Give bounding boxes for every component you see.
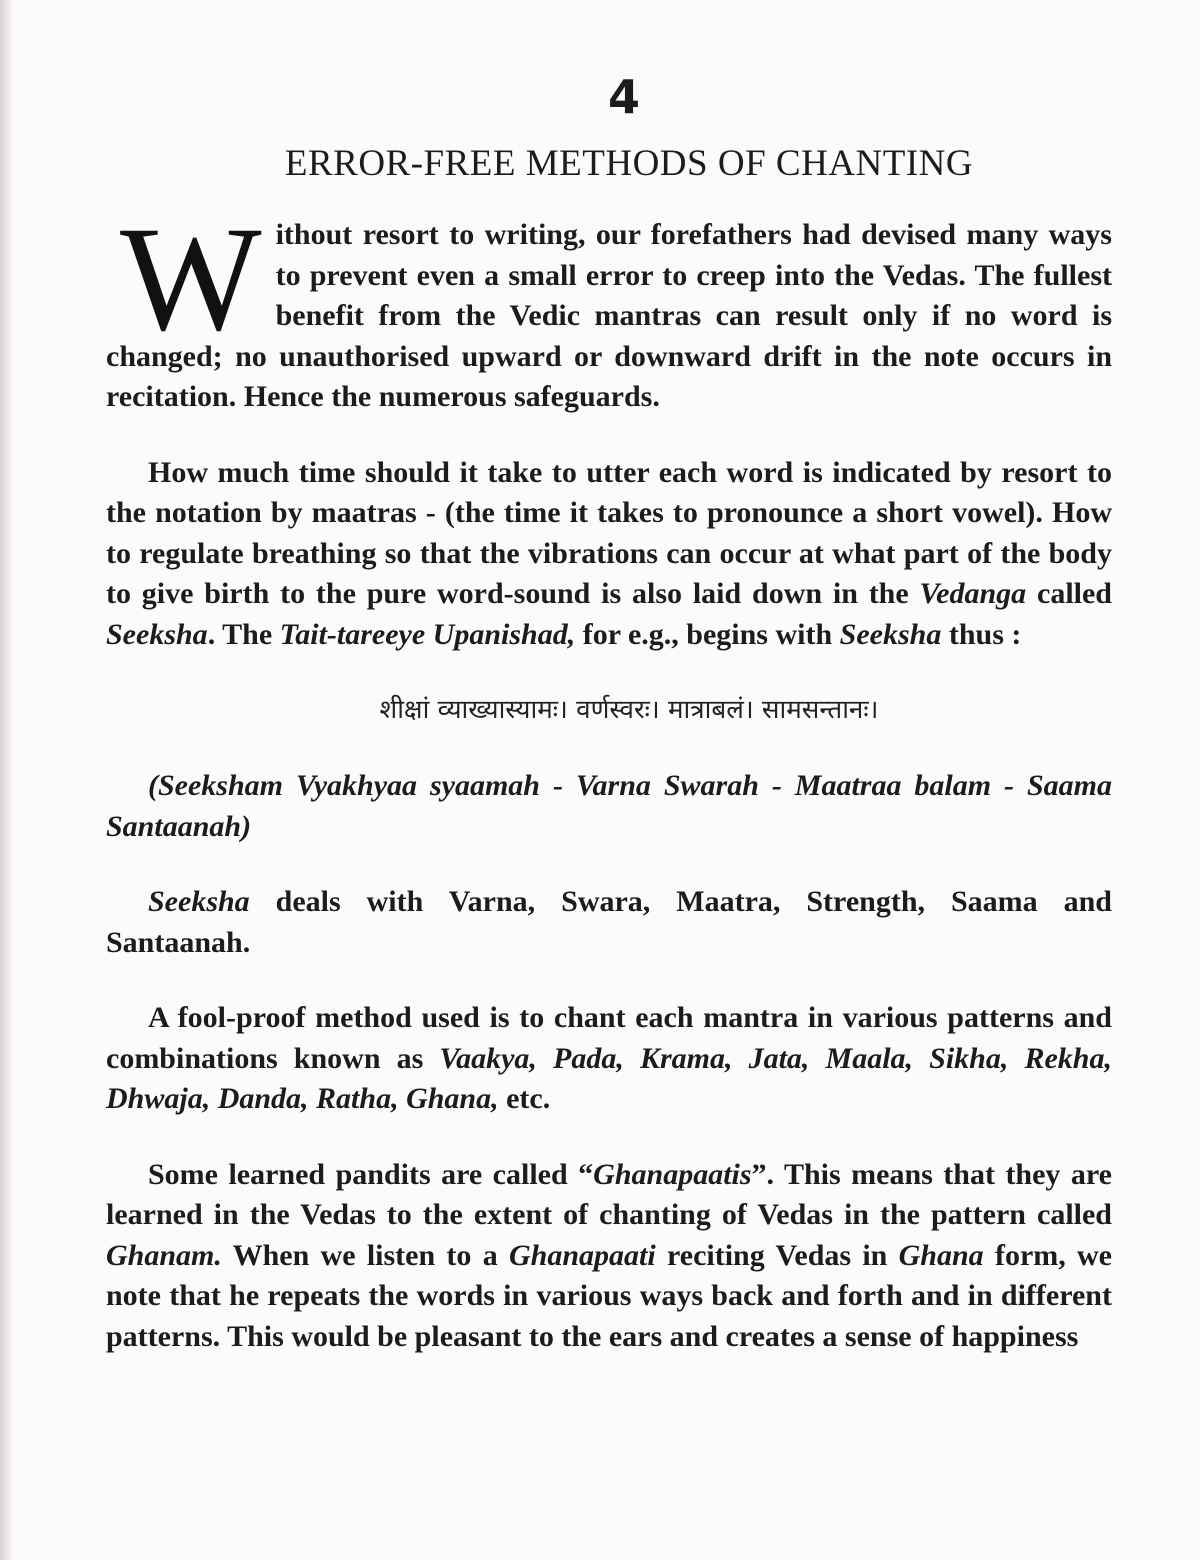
p3-text: deals with Varna, Swara, Maatra, Strength, Saama and Santaanah. [106, 885, 1112, 959]
p2-text-e: . The [207, 617, 280, 651]
paragraph-1-text: ithout resort to writing, our forefathers had devised many ways to prevent even a small error to creep into the Vedas. The fullest benefit from the Vedic mantras can result only if no word is changed; no unauthorised upward or downward drift in the note occurs in recitation. Hence the numerous safeguards. [106, 218, 1112, 413]
sanskrit-verse: शीक्षां व्याख्यास्यामः। वर्णस्वरः। मात्राबलं। सामसन्तानः। [379, 695, 879, 725]
paragraph-4 [106, 998, 1112, 1120]
p2-vedanga: Vedanga [919, 577, 1027, 610]
p5-text-i: form, we note that he repeats the words in various ways back and forth and in different patterns. This would be pleasant to the ears and creates a sense of happiness [106, 1238, 1113, 1353]
paragraph-1 [106, 196, 1112, 418]
p4-text-c: etc. [498, 1082, 551, 1115]
book-page [106, 60, 1112, 1392]
chapter-title: ERROR-FREE METHODS OF CHANTING [284, 143, 974, 184]
p2-text-i: thus : [941, 617, 1022, 651]
p5-text-c: ”. This means that they are learned in the Vedas to the extent of chanting of Vedas in the pattern called [106, 1157, 1112, 1231]
chapter-number: 4 [607, 70, 640, 124]
drop-cap: W [120, 196, 262, 362]
p5-text-a: Some learned pandits are called “ [148, 1157, 594, 1191]
p4-text-a: A fool-proof method used is to chant each mantra in various patterns and combinations known as [106, 1001, 1112, 1075]
paragraph-2 [106, 453, 1112, 656]
p5-ghanapaatis: Ghanapaatis [593, 1157, 752, 1191]
p2-seeksha: Seeksha [106, 617, 208, 651]
p2-text-c: called [1026, 577, 1112, 610]
p5-ghanam: Ghanam. [106, 1238, 222, 1272]
transliteration: (Seeksham Vyakhyaa syaamah - Varna Swarah - Maatraa balam - Saama Santaanah) [106, 769, 1112, 843]
p4-patterns: Vaakya, Pada, Krama, Jata, Maala, Sikha, Rekha, Dhwaja, Danda, Ratha, Ghana, [106, 1041, 1112, 1115]
paragraph-5 [106, 1155, 1112, 1358]
p2-text-g: for e.g., begins with [575, 617, 840, 651]
paragraph-3 [106, 882, 1112, 963]
p5-ghana: Ghana [898, 1238, 984, 1272]
page-edge-shadow [0, 0, 14, 1560]
p2-seeksha-2: Seeksha [839, 617, 942, 651]
p5-text-e: When we listen to a [221, 1238, 509, 1272]
p5-text-g: reciting Vedas in [655, 1238, 899, 1272]
p5-ghanapaati: Ghanapaati [508, 1238, 656, 1272]
p3-seeksha: Seeksha [148, 885, 250, 918]
p2-upanishad: Tait-tareeye Upanishad, [279, 617, 576, 651]
p2-text-a: How much time should it take to utter each word is indicated by resort to the notation by maatras - (the time it takes to pronounce a short vowel). How to regulate breathing so that the vibrations can occur at what part of the body to give birth to the pure word-sound is also laid down in the [106, 455, 1112, 610]
